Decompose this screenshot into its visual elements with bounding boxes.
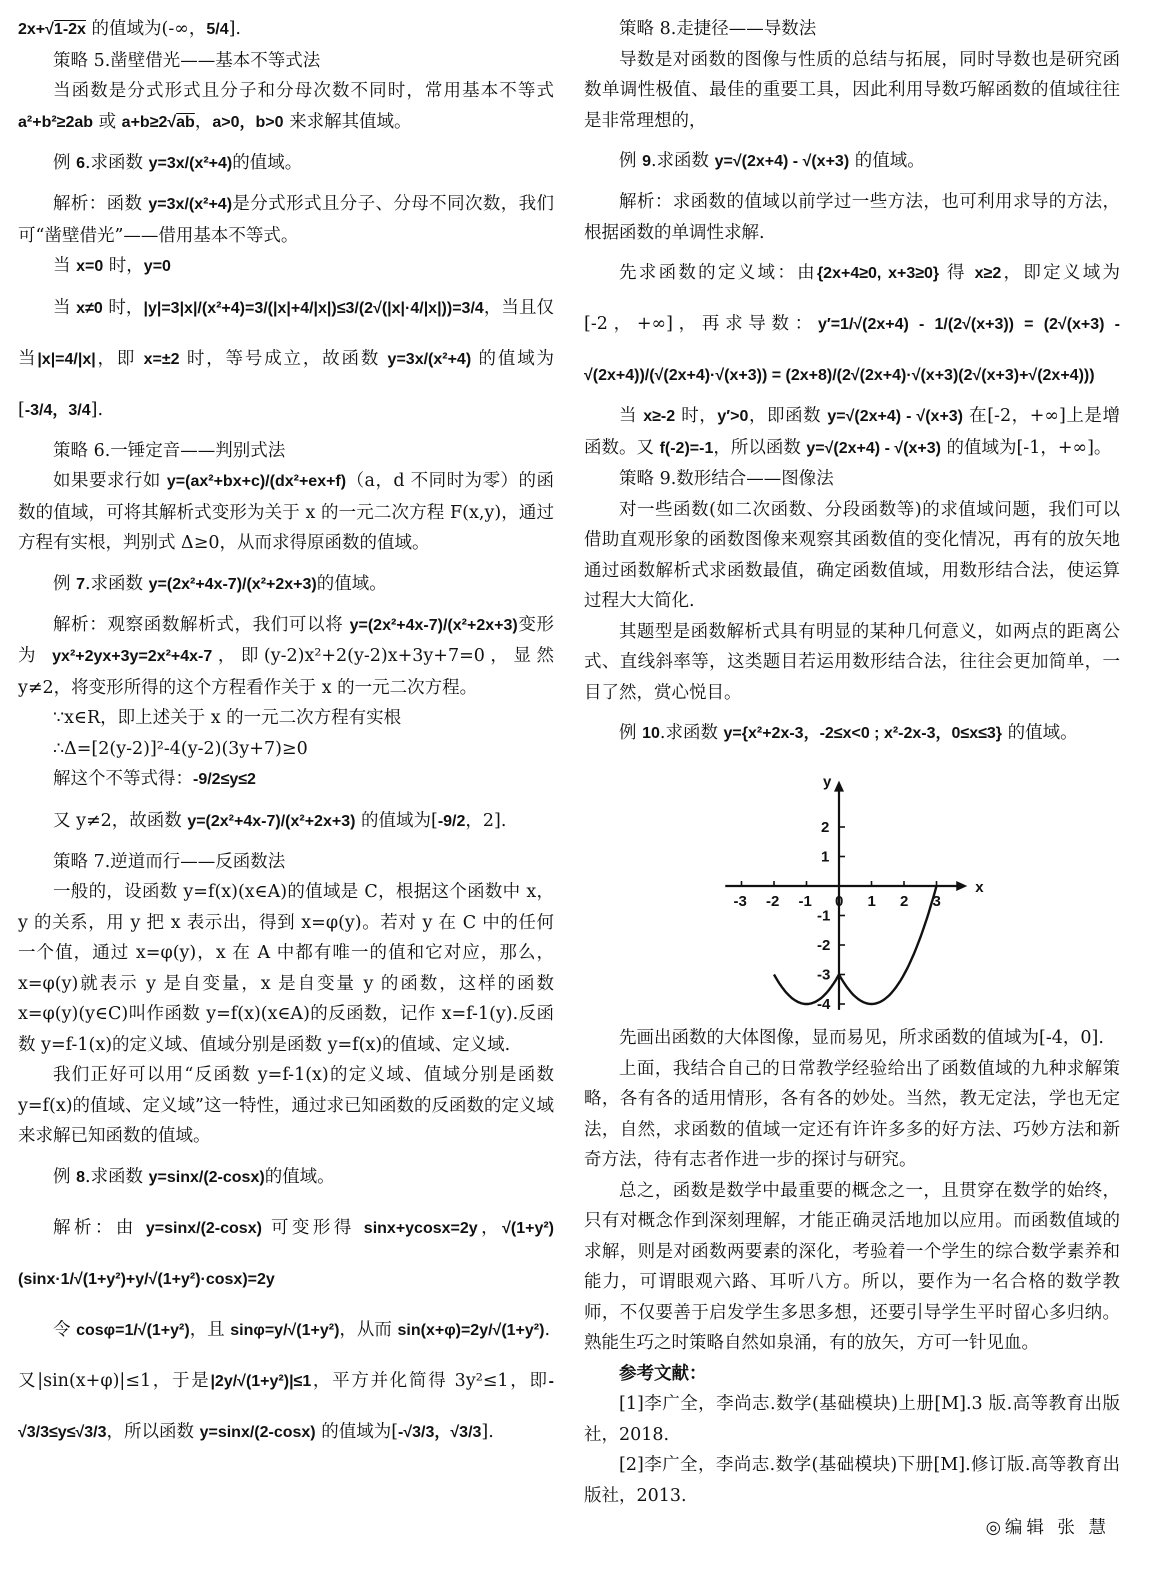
para-l3: 当函数是分式形式且分子和分母次数不同时，常用基本不等式 a²+b²≥2ab 或 a+b≥2√ab，a>0，b>0 来求解其值域。 xyxy=(18,81,554,132)
para-l6: 当 x=0 时，y=0 xyxy=(53,256,171,276)
para-l11: 解析：观察函数解析式，我们可以将 y=(2x²+4x-7)/(x²+2x+3)变形为 yx²+2yx+3y=2x²+4x-7，即(y-2)x²+2(y-2)x+3y+7=0，显然 y≠2，将变形所得的这个方程看作关于 x 的一元二次方程。 xyxy=(18,614,555,698)
strategy-8-heading: 策略 8.走捷径——导数法 xyxy=(619,19,817,39)
x-tick-label: -1 xyxy=(798,893,812,910)
para-r8: 对一些函数(如二次函数、分段函数等)的求值域问题，我们可以借助直观形象的函数图像来观察其函数值的变化情况，再有的放矢地通过函数解析式求函数最值，确定函数值域，用数形结合法，使运算过程大大简化. xyxy=(584,499,1120,611)
piecewise-graph xyxy=(584,765,1120,1015)
para-r6: 当 x≥-2 时，y′>0，即函数 y=√(2x+4) - √(x+3) 在[-2，+∞]上是增函数。又 f(-2)=-1，所以函数 y=√(2x+4) - √(x+3) 的值域为[-1，+∞]。 xyxy=(584,406,1120,458)
x-tick-label: -2 xyxy=(766,893,780,910)
x-tick-label: 3 xyxy=(932,893,941,910)
para-r9: 其题型是函数解析式具有明显的某种几何意义，如两点的距离公式、直线斜率等，这类题目若运用数形结合法，往往会更加简单，一目了然，赏心悦目。 xyxy=(584,621,1120,703)
para-l5: 解析：函数 y=3x/(x²+4)是分式形式且分子、分母不同次数，我们可“凿壁借光”——借用基本不等式。 xyxy=(18,194,555,246)
para-l17: 一般的，设函数 y=f(x)(x∈A)的值域是 C，根据这个函数中 x，y 的关系，用 y 把 x 表示出，得到 x=φ(y)。若对 y 在 C 中的任何一个值，通过 x=φ(y)，x 在 A 中都有唯一的值和它对应，那么，x=φ(y)就表示 y 是自变量，x 是自变量 y 的函数，这样的函数 x=φ(y)(y∈C)叫作函数 y=f(x)(x∈A)的反函数，记作 x=f-1(y).反函数 y=f-1(x)的定义域、值域分别是函数 y=f(x)的值域、定义域. xyxy=(18,882,554,1055)
y-tick-label: 2 xyxy=(821,819,830,836)
y-tick-label: -4 xyxy=(817,996,831,1013)
strategy-6-heading: 策略 6.一锤定音——判别式法 xyxy=(53,440,286,461)
para-l9: 如果要求行如 y=(ax²+bx+c)/(dx²+ex+f)（a，d 不同时为零）的函数的值域，可将其解析式变形为关于 x 的一元二次方程 F(x,y)，通过方程有实根，判别式 Δ≥0，从而求得原函数的值域。 xyxy=(18,471,554,553)
para-l15: 又 y≠2，故函数 y=(2x²+4x-7)/(x²+2x+3) 的值域为[-9/2，2]. xyxy=(53,810,507,831)
y-arrow xyxy=(834,781,844,792)
x-arrow xyxy=(956,881,967,891)
x-axis-label: x xyxy=(975,879,984,896)
graph-svg xyxy=(584,765,1120,1015)
x-tick-label: -3 xyxy=(733,893,747,910)
x-tick-label: 1 xyxy=(867,893,876,910)
para-l13: ∴Δ=[2(y-2)]²-4(y-2)(3y+7)≥0 xyxy=(53,738,308,759)
example-10: 例 10.求函数 y={x²+2x-3，-2≤x<0 ; x²-2x-3，0≤x≤3} 的值域。 xyxy=(619,723,1078,743)
curve-piece-2 xyxy=(839,886,937,1004)
para-l1: 2x+√1-2x 的值域为(-∞，5/4]. xyxy=(18,19,241,39)
y-axis-label: y xyxy=(823,773,832,791)
para-r4: 解析：求函数的值域以前学过一些方法，也可利用求导的方法，根据函数的单调性求解. xyxy=(584,192,1120,243)
para-l14: 解这个不等式得：-9/2≤y≤2 xyxy=(53,769,256,789)
reference-1: [1]李广全，李尚志.数学(基础模块)上册[M].3 版.高等教育出版社，2018. xyxy=(584,1394,1120,1445)
para-l22: 又|sin(x+φ)|≤1，于是|2y/√(1+y²)|≤1，平方并化简得 3y²≤1，即-√3/3≤y≤√3/3，所以函数 y=sinx/(2-cosx) 的值域为[-√3/3，√3/3]. xyxy=(18,1370,554,1442)
para-l20: 解析：由 y=sinx/(2-cosx) 可变形得 sinx+ycosx=2y，√(1+y²)(sinx·1/√(1+y²)+y/√(1+y²)·cosx)=2y xyxy=(18,1217,554,1288)
strategy-5-heading: 策略 5.凿壁借光——基本不等式法 xyxy=(53,50,321,71)
example-8: 例 8.求函数 y=sinx/(2-cosx)的值域。 xyxy=(53,1166,335,1187)
strategy-7-heading: 策略 7.逆道而行——反函数法 xyxy=(53,851,286,872)
y-tick-label: -3 xyxy=(817,966,831,984)
y-tick-label: 1 xyxy=(821,848,830,866)
reference-2: [2]李广全，李尚志.数学(基础模块)下册[M].修订版.高等教育出版社，2013. xyxy=(584,1455,1120,1506)
para-l21: 令 cosφ=1/√(1+y²)，且 sinφ=y/√(1+y²)，从而 sin(x+φ)=2y/√(1+y²). xyxy=(53,1319,551,1340)
para-l12: ∵x∈R，即上述关于 x 的一元二次方程有实根 xyxy=(53,708,402,728)
editor-credit: ◎编辑 张 慧 xyxy=(985,1518,1110,1538)
y-tick-label: -1 xyxy=(817,907,831,925)
para-r5: 先求函数的定义域：由{2x+4≥0, x+3≥0} 得 x≥2，即定义域为[-2，+∞]，再求导数：y′=1/√(2x+4) - 1/(2√(x+3)) = (2√(x+3) - √(2x+4))/(√(2x+4)·√(x+3)) = (2x+8)/(2√(2x+4)·√(x+3)(2√(x+3)+√(2x+4))) xyxy=(584,263,1121,384)
references-heading: 参考文献： xyxy=(619,1363,707,1384)
para-r13: 总之，函数是数学中最重要的概念之一，且贯穿在数学的始终，只有对概念作到深刻理解，才能正确灵活地加以应用。而函数值域的求解，则是对函数两要素的深化，考验着一个学生的综合数学素养和能力，可谓眼观六路、耳听八方。所以，要作为一名合格的数学教师，不仅要善于启发学生多思多想，还要引导学生平时留心多归纳。熟能生巧之时策略自然如泉涌，有的放矢，方可一针见血。 xyxy=(584,1180,1120,1353)
example-6: 例 6.求函数 y=3x/(x²+4)的值域。 xyxy=(53,153,303,173)
para-r11: 先画出函数的大体图像，显而易见，所求函数的值域为[-4，0]. xyxy=(619,1028,1104,1048)
y-tick-label: -2 xyxy=(817,937,831,954)
para-l7: 当 x≠0 时，|y|=3|x|/(x²+4)=3/(|x|+4/|x|)≤3/(2√(|x|·4/|x|))=3/4，当且仅当|x|=4/|x|，即 x=±2 时，等号成立，故函数 y=3x/(x²+4) 的值域为[-3/4，3/4]. xyxy=(18,297,555,420)
para-l18: 我们正好可以用“反函数 y=f-1(x)的定义域、值域分别是函数 y=f(x)的值域、定义域”这一特性，通过求已知函数的反函数的定义域来求解已知函数的值域。 xyxy=(18,1065,554,1146)
x-tick-label: 2 xyxy=(900,893,909,910)
left-column xyxy=(18,14,554,1458)
right-column xyxy=(584,14,1120,1543)
para-r12: 上面，我结合自己的日常教学经验给出了函数值域的九种求解策略，各有各的适用情形，各有各的妙处。当然，教无定法，学也无定法，自然，求函数的值域一定还有许许多多的好方法、巧妙方法和新奇方法，待有志者作进一步的探讨与研究。 xyxy=(584,1058,1120,1170)
example-7: 例 7.求函数 y=(2x²+4x-7)/(x²+2x+3)的值域。 xyxy=(53,573,387,594)
x-tick-label: 0 xyxy=(835,893,844,910)
para-r2: 导数是对函数的图像与性质的总结与拓展，同时导数也是研究函数单调性极值、最佳的重要工具，因此利用导数巧解函数的值域往往是非常理想的， xyxy=(584,49,1120,131)
example-9: 例 9.求函数 y=√(2x+4) - √(x+3) 的值域。 xyxy=(619,151,925,171)
strategy-9-heading: 策略 9.数形结合——图像法 xyxy=(619,469,834,489)
